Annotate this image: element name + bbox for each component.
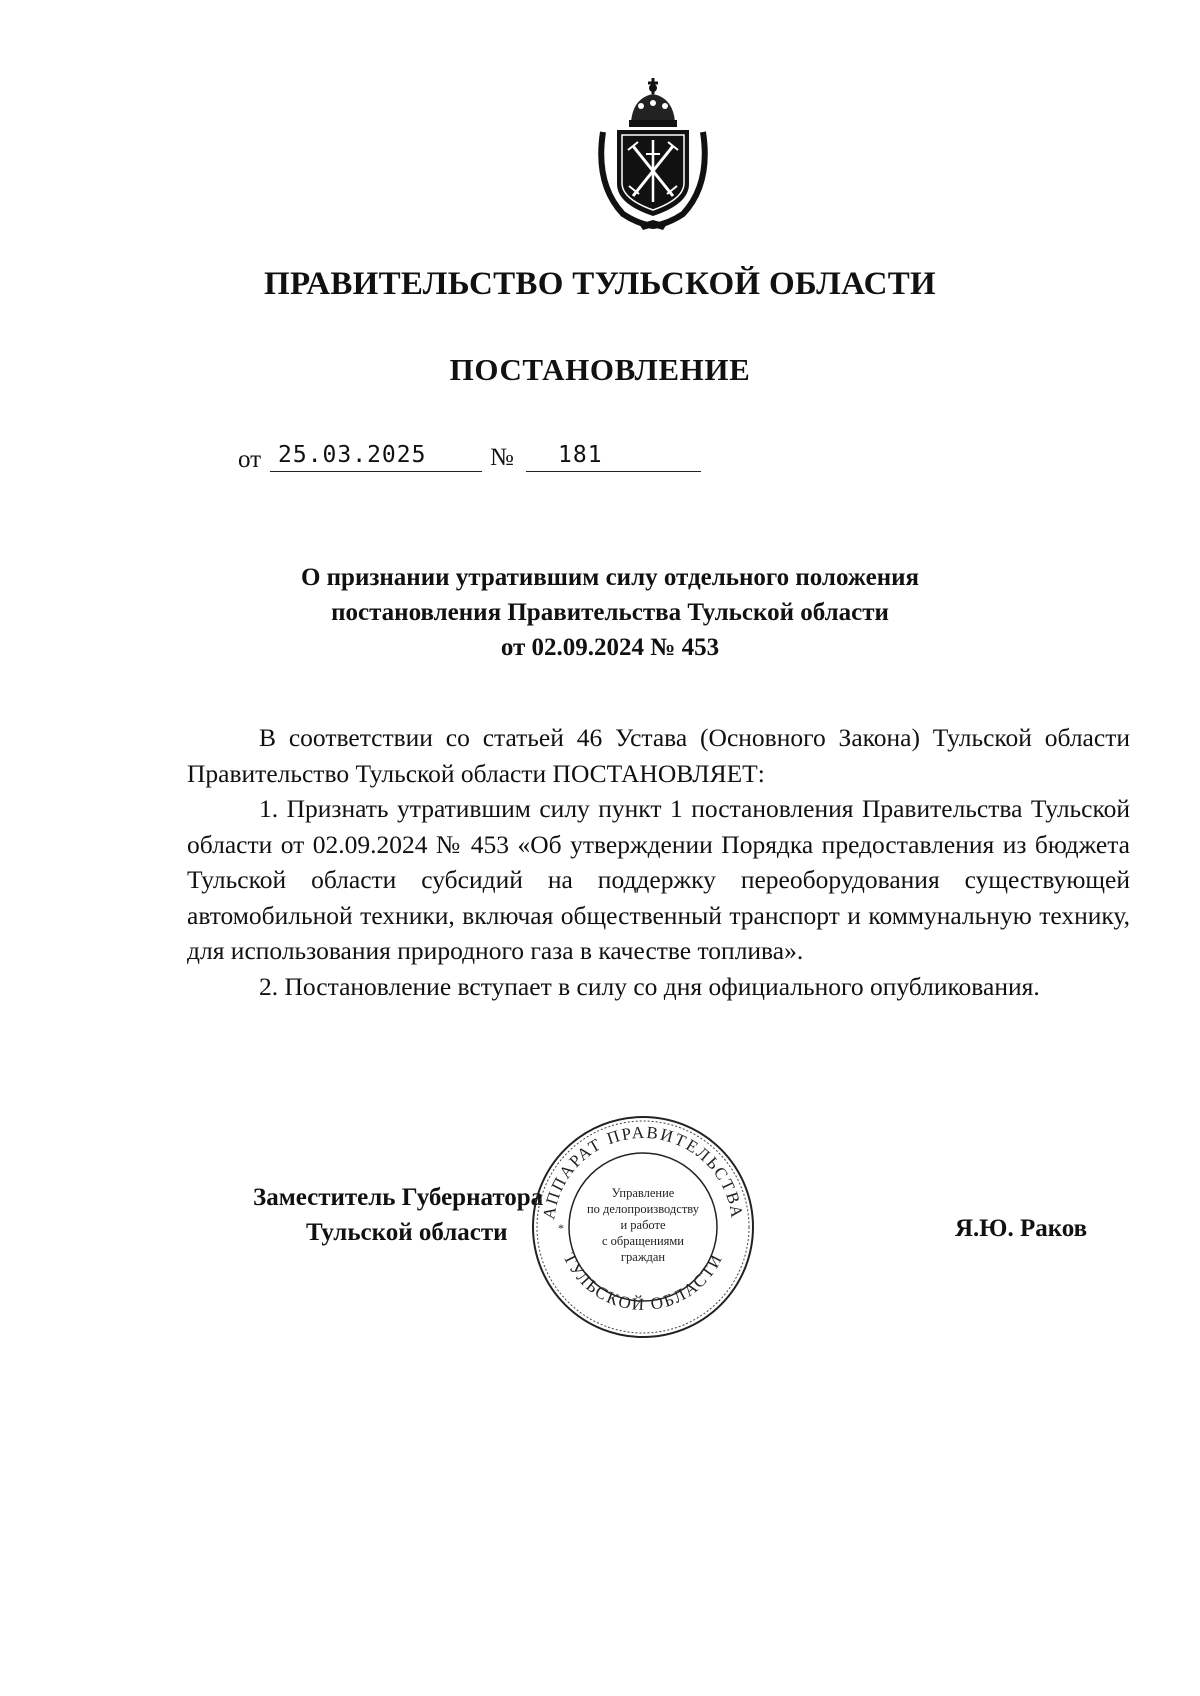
document-date-number-row (238, 442, 738, 482)
stamp-ring-bottom-text: ТУЛЬСКОЙ ОБЛАСТИ (559, 1249, 727, 1315)
date-underline (270, 471, 482, 472)
stamp-center-line: по делопроизводству (586, 1202, 700, 1216)
date-label: от (238, 446, 262, 473)
stamp-ring-top-text: АППАРАТ ПРАВИТЕЛЬСТВА (539, 1122, 747, 1221)
stamp-center-line: Управление (611, 1186, 675, 1200)
signer-title (253, 1180, 543, 1250)
subject-line: О признании утратившим силу отдельного положения (300, 564, 920, 591)
subject-line: постановления Правительства Тульской области (331, 599, 889, 626)
number-label: № (490, 444, 514, 471)
body-paragraph: В соответствии со статьей 46 Устава (Основного Закона) Тульской области Правительство Тульской области ПОСТАНОВЛЯЕТ: (187, 723, 1130, 788)
body-paragraph: 2. Постановление вступает в силу со дня официального опубликования. (259, 971, 1040, 1001)
signer-title-line: Тульской области (306, 1219, 508, 1246)
document-number: 181 (558, 442, 603, 468)
document-subject (180, 560, 1040, 665)
number-underline (526, 471, 701, 472)
stamp-star-icon: * (558, 1221, 564, 1235)
document-body (187, 720, 1130, 1004)
signer-name: Я.Ю. Раков (955, 1215, 1088, 1242)
official-stamp (528, 1112, 758, 1342)
subject-line: от 02.09.2024 № 453 (500, 634, 720, 661)
document-date: 25.03.2025 (278, 442, 427, 468)
coat-of-arms-icon (593, 74, 713, 232)
stamp-center-line: и работе (620, 1218, 666, 1232)
document-type-title: ПОСТАНОВЛЕНИЕ (449, 352, 751, 387)
organization-title: ПРАВИТЕЛЬСТВО ТУЛЬСКОЙ ОБЛАСТИ (264, 266, 936, 302)
stamp-center-line: с обращениями (602, 1234, 684, 1248)
body-paragraph: 1. Признать утратившим силу пункт 1 постановления Правительства Тульской области от 02.09.2024 № 453 «Об утверждении Порядка предоставления из бюджета Тульской области субсидий на поддержку переоборудования существующей автомобильной техники, включая общественный транспорт и коммунальную технику, для использования природного газа в качестве топлива». (187, 794, 1130, 965)
stamp-center-line: граждан (620, 1250, 666, 1264)
signer-title-line: Заместитель Губернатора (253, 1184, 544, 1211)
